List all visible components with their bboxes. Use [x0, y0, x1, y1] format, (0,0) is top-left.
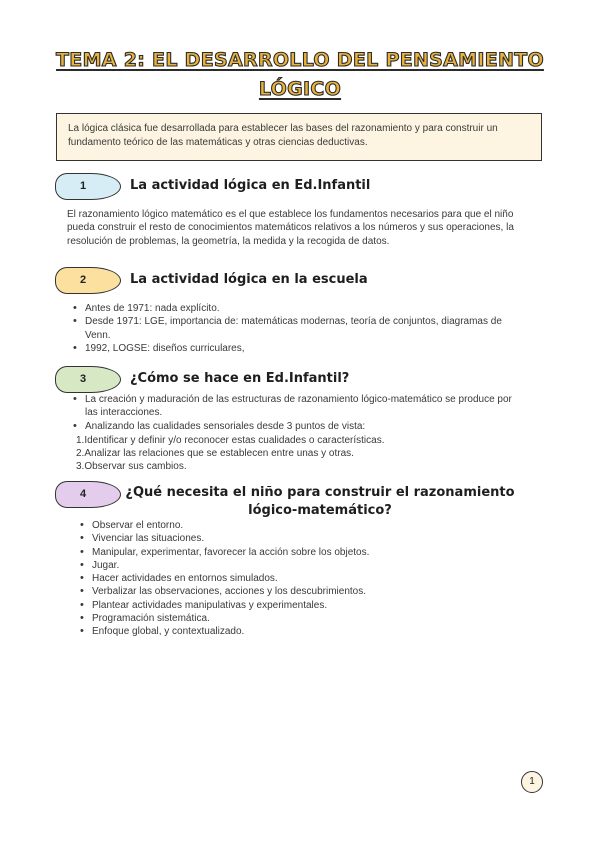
section-2-list — [69, 302, 509, 355]
section-4-heading-line-2: lógico-matemático? — [248, 503, 392, 518]
list-item: • Plantear actividades manipulativas y experimentales. — [76, 599, 516, 612]
list-item: • Antes de 1971: nada explícito. — [69, 302, 509, 315]
section-1-paragraph: El razonamiento lógico matemático es el que establece los fundamentos necesarios para que el niño pueda construir el resto de conocimientos matemáticos relativos a los números y sus operaciones, la resolución de problemas, la geometría, la medida y la recogida de datos. — [67, 209, 514, 247]
numbered-item-1: 1.Identificar y definir y/o reconocer estas cualidades o características. — [76, 435, 385, 446]
list-item: • Jugar. — [76, 559, 516, 572]
section-3-heading: ¿Cómo se hace en Ed.Infantil? — [130, 371, 350, 386]
intro-box: La lógica clásica fue desarrollada para establecer las bases del razonamiento y para construir un fundamento teórico de las matemáticas y otras ciencias deductivas. — [56, 113, 542, 161]
list-item: • Analizando las cualidades sensoriales desde 3 puntos de vista: — [69, 420, 514, 433]
list-item: • Programación sistemática. — [76, 612, 516, 625]
page-title-line-2: LÓGICO — [258, 78, 342, 100]
section-3-badge: 3 — [55, 366, 121, 393]
section-4-heading-line-1: ¿Qué necesita el niño para construir el razonamiento — [125, 485, 515, 500]
section-1-badge: 1 — [55, 173, 121, 200]
list-item: • La creación y maduración de las estructuras de razonamiento lógico-matemático se produce por las interacciones. — [69, 393, 514, 420]
list-item: • Observar el entorno. — [76, 519, 516, 532]
list-item: • Manipular, experimentar, favorecer la acción sobre los objetos. — [76, 546, 516, 559]
list-item: • Hacer actividades en entornos simulados. — [76, 572, 516, 585]
list-item: • Enfoque global, y contextualizado. — [76, 625, 516, 638]
list-item: • Vivenciar las situaciones. — [76, 532, 516, 545]
page-number: 1 — [521, 771, 543, 793]
section-1-heading: La actividad lógica en Ed.Infantil — [130, 178, 371, 193]
section-3-list — [69, 393, 514, 433]
page-title-line-1: TEMA 2: EL DESARROLLO DEL PENSAMIENTO — [56, 49, 544, 71]
list-item: • Verbalizar las observaciones, acciones y los descubrimientos. — [76, 585, 516, 598]
section-2-heading: La actividad lógica en la escuela — [130, 272, 368, 287]
section-2-badge: 2 — [55, 267, 121, 294]
numbered-item-3: 3.Observar sus cambios. — [76, 461, 187, 472]
section-4-badge: 4 — [55, 481, 121, 508]
list-item: • Desde 1971: LGE, importancia de: matemáticas modernas, teoría de conjuntos, diagramas de Venn. — [69, 315, 509, 342]
list-item: • 1992, LOGSE: diseños curriculares, — [69, 342, 509, 355]
section-4-list — [76, 519, 516, 639]
numbered-item-2: 2.Analizar las relaciones que se establecen entre unas y otras. — [76, 448, 354, 459]
